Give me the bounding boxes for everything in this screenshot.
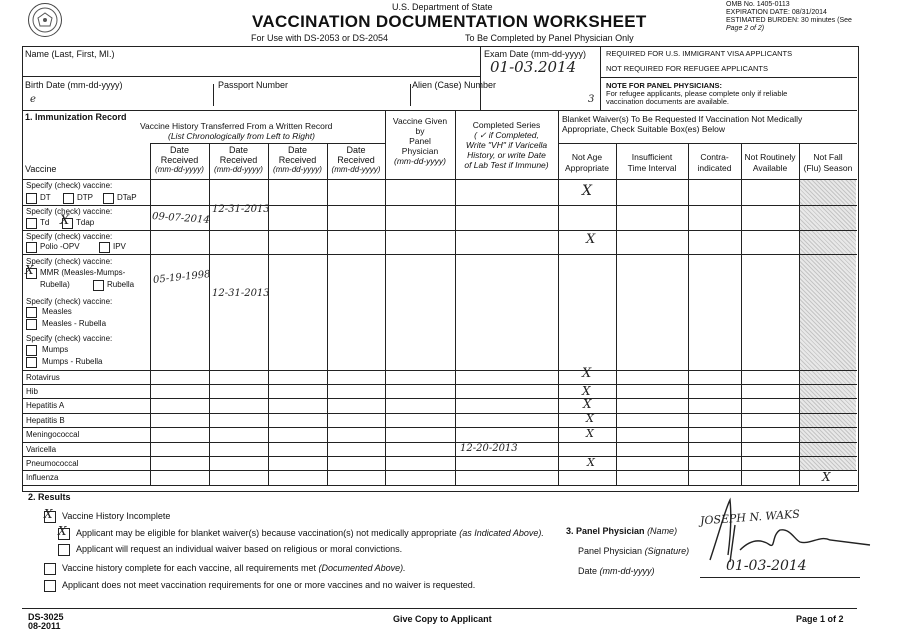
checkbox-ipv[interactable]	[99, 242, 110, 253]
label-polio-opv: Polio -OPV	[40, 242, 80, 251]
note-body-2: vaccination documents are available.	[606, 97, 729, 106]
waiver-col-not-age: Not Age Appropriate	[565, 152, 609, 173]
note-body-1: For refugee applicants, please complete only if reliable	[606, 89, 788, 98]
checkbox-dtap[interactable]	[103, 193, 114, 204]
not-age-mark-dtp[interactable]: X	[582, 183, 592, 199]
label-dtap: DTaP	[117, 193, 137, 202]
not-age-mark-polio[interactable]: X	[586, 232, 596, 247]
checkbox-mumps-rubella[interactable]	[26, 357, 37, 368]
vaccine-column-header: Vaccine	[25, 164, 57, 174]
date-received-header-1: Date Received (mm-dd-yyyy)	[155, 145, 204, 174]
exam-date-value[interactable]: 01-03.2014	[490, 58, 577, 76]
give-copy-label: Give Copy to Applicant	[393, 614, 492, 624]
checkbox-individual-waiver[interactable]	[58, 544, 70, 556]
omb-line-3: ESTIMATED BURDEN: 30 minutes (See	[726, 17, 852, 24]
vaccine-given-header: Vaccine Given by Panel Physician (mm-dd-yyyy)	[392, 116, 448, 166]
waiver-col-not-flu-season: Not Fall (Flu) Season	[803, 152, 853, 173]
row-varicella: Varicella	[26, 445, 57, 454]
form-number: DS-3025	[28, 612, 64, 622]
label-history-incomplete: Vaccine History Incomplete	[62, 511, 171, 521]
note-title: NOTE FOR PANEL PHYSICIANS:	[606, 81, 722, 90]
row-hepatitis-b: Hepatitis B	[26, 416, 65, 425]
label-measles: Measles	[42, 307, 72, 316]
checkbox-history-complete[interactable]	[44, 563, 56, 575]
label-dt: DT	[40, 193, 51, 202]
physician-name-value[interactable]: JOSEPH N. WAKS	[699, 507, 801, 528]
checkbox-dtp[interactable]	[63, 193, 74, 204]
waiver-col-contraindicated: Contra- indicated	[697, 152, 732, 173]
completed-series-header: Completed Series ( ✓ if Completed, Write "VH" if Varicella History, or write Date of Lab Test if Immune)	[464, 120, 549, 170]
immunization-record-title: 1. Immunization Record	[25, 112, 127, 122]
birth-date-mark[interactable]: e	[30, 94, 36, 105]
omb-line-2: EXPIRATION DATE: 08/31/2014	[726, 9, 827, 16]
department-label: U.S. Department of State	[392, 2, 493, 12]
label-mumps: Mumps	[42, 345, 69, 354]
blanket-waiver-mark: X	[58, 524, 67, 538]
state-department-seal-icon	[28, 3, 62, 37]
mark-influenza-flu-season[interactable]: X	[822, 470, 831, 484]
history-subtitle: (List Chronologically from Left to Right)	[168, 131, 315, 141]
physician-name-label: 3. Panel Physician (Name)	[566, 526, 678, 536]
completed-by-label: To Be Completed by Panel Physician Only	[465, 33, 634, 43]
not-required-label: NOT REQUIRED FOR REFUGEE APPLICANTS	[606, 64, 768, 73]
passport-label: Passport Number	[218, 80, 289, 90]
label-tdap: Tdap	[76, 218, 95, 227]
mark-hepatitis-a[interactable]: X	[583, 397, 592, 411]
omb-line-1: OMB No. 1405-0113	[726, 1, 790, 8]
waiver-title-2: Appropriate, Check Suitable Box(es) Below	[562, 124, 725, 134]
physician-date-value[interactable]: 01-03-2014	[726, 558, 807, 574]
label-individual-waiver: Applicant will request an individual waiver based on religious or moral convictions.	[76, 544, 403, 554]
label-mumps-rubella: Mumps - Rubella	[42, 357, 103, 366]
name-field[interactable]	[25, 60, 475, 74]
specify-label-mmr: Specify (check) vaccine:	[26, 257, 113, 266]
label-blanket-waiver: Applicant may be eligible for blanket waiver(s) because vaccination(s) not medically appropriate (as Indicated Above).	[76, 528, 544, 538]
omb-line-4: Page 2 of 2)	[726, 25, 765, 32]
checkbox-measles[interactable]	[26, 307, 37, 318]
tdap-check-mark: X	[60, 213, 70, 228]
checkbox-mumps[interactable]	[26, 345, 37, 356]
history-title: Vaccine History Transferred From a Written Record	[140, 121, 333, 131]
label-rubella: Rubella	[107, 280, 135, 289]
td-date-2[interactable]: 12-31-2013	[212, 204, 270, 215]
row-influenza: Influenza	[26, 473, 59, 482]
specify-label-dtp: Specify (check) vaccine:	[26, 181, 113, 190]
name-label: Name (Last, First, MI.)	[25, 49, 115, 59]
row-meningococcal: Meningococcal	[26, 430, 80, 439]
row-hepatitis-a: Hepatitis A	[26, 401, 65, 410]
label-history-complete: Vaccine history complete for each vaccine, all requirements met (Documented Above).	[62, 563, 406, 573]
checkbox-polio-opv[interactable]	[26, 242, 37, 253]
checkbox-td[interactable]	[26, 218, 37, 229]
row-hib: Hib	[26, 387, 39, 396]
mark-hepatitis-b[interactable]: X	[586, 412, 594, 425]
date-received-header-3: Date Received (mm-dd-yyyy)	[273, 145, 322, 174]
mark-rotavirus[interactable]: X	[582, 366, 592, 381]
label-mmr-2: Rubella)	[40, 280, 70, 289]
label-measles-rubella: Measles - Rubella	[42, 319, 107, 328]
for-use-label: For Use with DS-2053 or DS-2054	[251, 33, 389, 43]
birth-date-label: Birth Date (mm-dd-yyyy)	[25, 80, 123, 90]
mmr-date-1[interactable]: 05-19-1998	[152, 269, 212, 286]
td-date-1[interactable]: 09-07-2014	[151, 211, 210, 226]
label-not-meet: Applicant does not meet vaccination requirements for one or more vaccines and no waiver is requested.	[62, 580, 476, 590]
mark-pneumococcal[interactable]: X	[587, 456, 595, 469]
row-rotavirus: Rotavirus	[26, 373, 60, 382]
row-pneumococcal: Pneumococcal	[26, 459, 79, 468]
history-incomplete-mark: X	[44, 507, 53, 521]
specify-label-td: Specify (check) vaccine:	[26, 207, 113, 216]
checkbox-not-meet[interactable]	[44, 580, 56, 592]
checkbox-dt[interactable]	[26, 193, 37, 204]
passport-field[interactable]	[215, 92, 405, 107]
page-title: VACCINATION DOCUMENTATION WORKSHEET	[252, 12, 647, 31]
label-ipv: IPV	[113, 242, 126, 251]
date-received-header-4: Date Received (mm-dd-yyyy)	[331, 145, 381, 174]
required-label: REQUIRED FOR U.S. IMMIGRANT VISA APPLICANTS	[606, 49, 793, 58]
alien-number-mark[interactable]: 3	[588, 94, 595, 105]
specify-label-polio: Specify (check) vaccine:	[26, 232, 113, 241]
form-date: 08-2011	[28, 621, 61, 631]
specify-label-measles: Specify (check) vaccine:	[26, 297, 113, 306]
mmr-date-2[interactable]: 12-31-2013	[212, 288, 270, 299]
waiver-col-not-routinely: Not Routinely Available	[744, 152, 796, 173]
waiver-col-insufficient: Insufficient Time Interval	[627, 152, 677, 173]
varicella-series-date[interactable]: 12-20-2013	[460, 443, 518, 454]
page-number: Page 1 of 2	[796, 614, 844, 624]
physician-signature-label: Panel Physician (Signature)	[578, 546, 690, 556]
checkbox-rubella[interactable]	[93, 280, 104, 291]
results-title: 2. Results	[28, 492, 71, 502]
label-td: Td	[40, 218, 50, 227]
specify-label-mumps: Specify (check) vaccine:	[26, 334, 113, 343]
form-frame	[22, 46, 859, 492]
waiver-title-1: Blanket Waiver(s) To Be Requested If Vaccination Not Medically	[562, 114, 803, 124]
physician-date-label: Date (mm-dd-yyyy)	[578, 566, 655, 576]
mark-hib[interactable]: X	[582, 384, 591, 398]
checkbox-measles-rubella[interactable]	[26, 319, 37, 330]
date-received-header-2: Date Received (mm-dd-yyyy)	[214, 145, 263, 174]
mmr-check-mark: X	[25, 263, 34, 277]
label-dtp: DTP	[77, 193, 93, 202]
exam-date-label: Exam Date (mm-dd-yyyy)	[484, 49, 587, 59]
label-mmr: MMR (Measles-Mumps-	[40, 268, 126, 277]
alien-number-label: Alien (Case) Number	[412, 80, 497, 90]
mark-meningococcal[interactable]: X	[586, 427, 594, 440]
